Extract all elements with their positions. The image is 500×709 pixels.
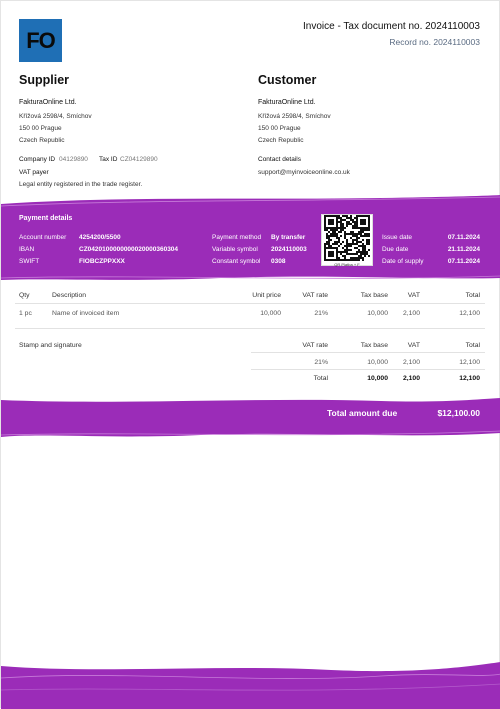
due-date: 21.11.2024: [447, 246, 480, 253]
col-unit-price: Unit price: [252, 292, 281, 299]
tax-id: CZ04129890: [120, 156, 158, 163]
summary-col-vat-rate: VAT rate: [302, 342, 328, 349]
col-tax-base: Tax base: [360, 292, 388, 299]
supplier-name: FakturaOnline Ltd.: [19, 99, 77, 106]
table-header-divider: [15, 303, 485, 304]
col-vat-rate: VAT rate: [302, 292, 328, 299]
stamp-signature-label: Stamp and signature: [19, 342, 82, 349]
supply-date-label: Date of supply: [382, 258, 424, 265]
total-due-label: Total amount due: [327, 408, 398, 418]
company-logo: [19, 19, 62, 62]
summary-total: 12,100: [459, 359, 480, 366]
payment-heading: Payment details: [19, 215, 73, 222]
company-id: 04129890: [59, 156, 88, 163]
payment-method: By transfer: [271, 234, 306, 241]
item-vat: 2,100: [402, 310, 420, 317]
table-bottom-divider: [15, 328, 485, 329]
constant-symbol-label: Constant symbol: [212, 258, 261, 265]
swift-label: SWIFT: [19, 258, 40, 265]
footer-wave: [1, 656, 500, 709]
iban: CZ0420100000000020000360304: [79, 246, 179, 253]
item-total: 12,100: [459, 310, 480, 317]
customer-heading: Customer: [258, 73, 317, 87]
customer-name: FakturaOnline Ltd.: [258, 99, 316, 106]
supplier-city: 150 00 Prague: [19, 125, 62, 132]
qr-code: [321, 214, 373, 266]
summary-vat-rate: 21%: [314, 359, 328, 366]
summary-row-divider: [251, 369, 485, 370]
account-number: 4254200/5500: [79, 234, 121, 241]
col-qty: Qty: [19, 292, 30, 299]
contact-details-label: Contact details: [258, 156, 301, 163]
supplier-heading: Supplier: [19, 73, 70, 87]
col-description: Description: [52, 292, 86, 299]
customer-email[interactable]: support@myinvoiceonline.co.uk: [258, 169, 350, 176]
qr-code-pattern: [322, 215, 372, 261]
col-total: Total: [465, 292, 480, 299]
summary-col-tax-base: Tax base: [360, 342, 388, 349]
customer-street: Křížová 2598/4, Smíchov: [258, 113, 331, 120]
summary-total-total: 12,100: [459, 375, 480, 382]
swift: FIOBCZPPXXX: [79, 258, 125, 265]
item-vat-rate: 21%: [314, 310, 328, 317]
summary-total-label: Total: [313, 375, 328, 382]
total-due-amount: $12,100.00: [437, 408, 480, 418]
constant-symbol: 0308: [271, 258, 286, 265]
col-vat: VAT: [407, 292, 420, 299]
issue-date: 07.11.2024: [447, 234, 480, 241]
item-description: Name of invoiced item: [52, 310, 120, 317]
summary-col-total: Total: [465, 342, 480, 349]
issue-date-label: Issue date: [382, 234, 412, 241]
supplier-country: Czech Republic: [19, 137, 65, 144]
item-qty: 1 pc: [19, 310, 32, 317]
payment-method-label: Payment method: [212, 234, 262, 241]
logo-text: FO: [26, 27, 55, 53]
qr-label: QR Platba + F: [334, 262, 360, 267]
summary-total-base: 10,000: [367, 375, 388, 382]
iban-label: IBAN: [19, 246, 35, 253]
summary-col-vat: VAT: [407, 342, 420, 349]
summary-vat: 2,100: [402, 359, 420, 366]
tax-id-label: Tax ID: [99, 156, 118, 163]
summary-tax-base: 10,000: [367, 359, 388, 366]
customer-country: Czech Republic: [258, 137, 304, 144]
summary-total-vat: 2,100: [402, 375, 420, 382]
due-date-label: Due date: [382, 246, 409, 253]
document-title: Invoice - Tax document no. 2024110003: [303, 21, 480, 32]
item-unit-price: 10,000: [260, 310, 281, 317]
item-tax-base: 10,000: [367, 310, 388, 317]
summary-header-divider: [251, 352, 485, 353]
registration-note: Legal entity registered in the trade register.: [19, 181, 143, 188]
company-id-label: Company ID: [19, 156, 56, 163]
total-band: [1, 395, 500, 441]
supply-date: 07.11.2024: [447, 258, 480, 265]
variable-symbol-label: Variable symbol: [212, 246, 258, 253]
supplier-street: Křížová 2598/4, Smíchov: [19, 113, 92, 120]
vat-payer: VAT payer: [19, 169, 49, 176]
account-label: Account number: [19, 234, 67, 241]
customer-city: 150 00 Prague: [258, 125, 301, 132]
record-number: Record no. 2024110003: [389, 37, 480, 47]
variable-symbol: 2024110003: [271, 246, 307, 253]
